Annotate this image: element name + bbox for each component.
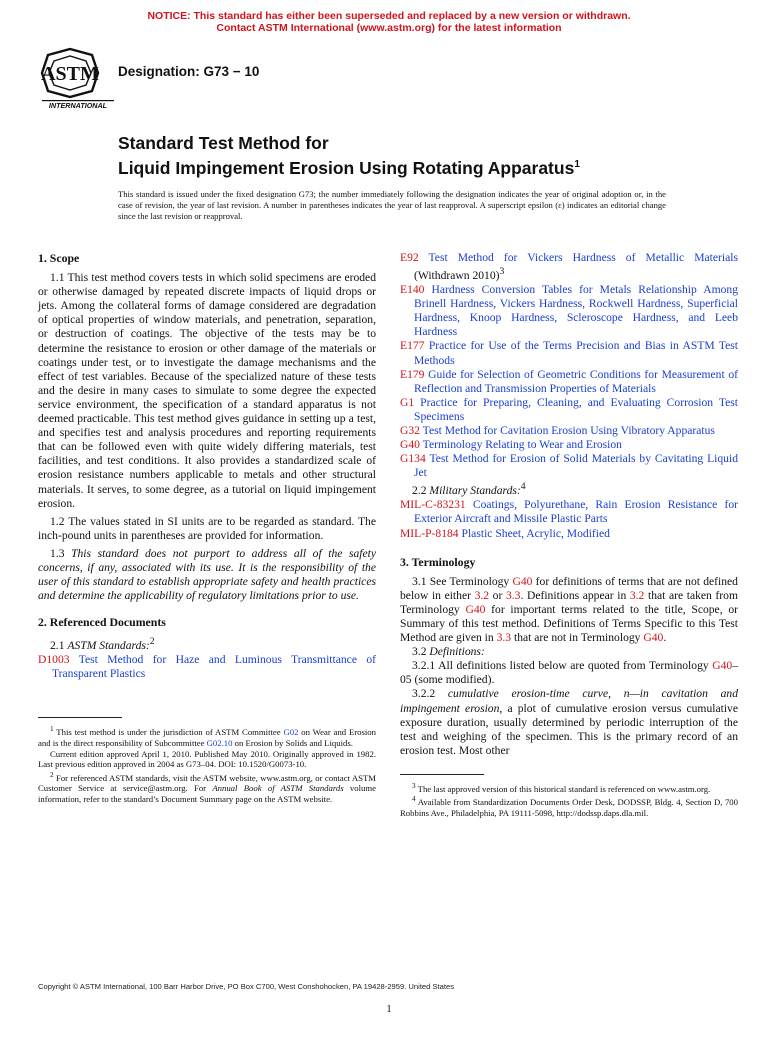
footnote-1: $^1$ This test method is under the jurisdiction of ASTM Committee G02 on Wear and Erosion and is the direct responsibility of Subcommittee G02.10 on Erosion by Solids and Liquids.	[38, 725, 376, 748]
footnote-3: $^3$ The last approved version of this historical standard is referenced on www.astm.org.	[412, 781, 711, 794]
scope-1-3: 1.3 This standard does not purport to address all of the safety concerns, if any, associated with its use. It is the responsibility of the user of this standard to establish appropriate safety and health practices and determine the applicability of regulatory limitations prior to use.	[38, 546, 376, 603]
scope-1-2: 1.2 The values stated in SI units are to be regarded as standard. The inch-pound units in parentheses are provided for information.	[38, 514, 376, 542]
ref-g40-link[interactable]: G40	[400, 438, 420, 452]
ref-g1: G1 Practice for Preparing, Cleaning, and Evaluating Corrosion Test Specimens	[400, 395, 738, 423]
page-number: 1	[386, 1003, 392, 1015]
title-line-1: Standard Test Method for	[118, 133, 329, 153]
ref-e140: E140 Hardness Conversion Tables for Metals Relationship Among Brinell Hardness, Vickers Hardness, Rockwell Hardness, Superficial Hardness, Knoop Hardness, Scleroscope Hardness, and Leeb Hardness	[400, 283, 738, 339]
footnote-rule-right	[400, 774, 484, 775]
g40-link-2[interactable]: G40	[465, 602, 486, 616]
sec-3-3-link[interactable]: 3.3	[505, 588, 521, 602]
notice-line-1: NOTICE: This standard has either been superseded and replaced by a new version or withdrawn.	[147, 10, 631, 22]
terminology-3-1: 3.1 See Terminology G40 for definitions of terms that are not defined below in either 3.2 or 3.3. Definitions appear in 3.2 that are taken from Terminology G40 for important terms related to the title, Scope, or Summary of this test method. Definitions of Terms Specific to this Test Method are given in 3.3 that are not in Terminology G40.	[400, 574, 738, 645]
astm-logo-icon	[40, 47, 116, 109]
ref-e177: E177 Practice for Use of the Terms Precision and Bias in ASTM Test Methods	[400, 339, 739, 367]
footnote-1-edition: Current edition approved April 1, 2010. Published May 2010. Originally approved in 1982. Last previous edition approved in 2004 as G73–04. DOI: 10.1520/G0073-10.	[38, 748, 376, 770]
footnote-4: $^4$ Available from Standardization Documents Order Desk, DODSSP, Bldg. 4, Section D, 700 Robbins Ave., Philadelphia, PA 19111-5098, http://dodssp.daps.dla.mil.	[400, 795, 738, 818]
section-refdocs-heading: 2. Referenced Documents	[38, 615, 166, 630]
ref-e179: E179 Guide for Selection of Geometric Conditions for Measurement of Reflection and Transmission Properties of Materials	[400, 367, 738, 395]
terminology-3-2-1: 3.2.1 All definitions listed below are quoted from Terminology G40–05 (some modified).	[400, 659, 738, 687]
ref-d1003: D1003 Test Method for Haze and Luminous Transmittance of Transparent Plastics	[38, 653, 376, 681]
scope-1-1: 1.1 This test method covers tests in which solid specimens are eroded or otherwise damaged by repeated discrete impacts of liquid drops or jets. Among the collateral forms of damage considered are degradation of optical properties of window materials, and penetration, separation, or destruction of coatings. The objective of the tests may be to determine the resistance to erosion or other damage of the materials or coatings under test, or to investigate the damage mechanisms and the effect of test variables. Because of the specialized nature of these tests and the desire in many cases to simulate to some degree the expected service environment, the specification of a standard apparatus is not deemed practicable. This test method gives guidance in setting up a test, and specifies test and analysis procedures and reporting requirements that can be followed even with quite widely differing materials, test facilities, and test conditions. It also provides a standardized scale of erosion resistance numbers applicable to metals and other structural materials. It serves, to some degree, as a tutorial on liquid impingement erosion.	[38, 271, 376, 510]
supersede-notice	[0, 10, 778, 34]
ref-d1003-link[interactable]: D1003	[38, 653, 70, 667]
ref-e140-link[interactable]: E140	[400, 283, 425, 297]
ref-mil-p-8184: MIL-P-8184 Plastic Sheet, Acrylic, Modified	[400, 526, 610, 540]
ref-g134: G134 Test Method for Erosion of Solid Materials by Cavitating Liquid Jet	[400, 452, 738, 480]
right-column	[400, 251, 738, 818]
ref-g32-link[interactable]: G32	[400, 423, 420, 437]
title-line-2: Liquid Impingement Erosion Using Rotating Apparatus$^1$	[118, 158, 580, 178]
astm-logo	[40, 47, 116, 109]
ref-e92: E92 Test Method for Vickers Hardness of Metallic Materials (Withdrawn 2010)$^3$	[400, 251, 738, 282]
ref-g134-link[interactable]: G134	[400, 452, 426, 466]
issuance-note: This standard is issued under the fixed designation G73; the number immediately following the designation indicates the year of original adoption or, in the case of revision, the year of last revision. A number in parentheses indicates the year of last reapproval. A superscript epsilon (ε) indicates an editorial change since the last revision or reapproval.	[118, 189, 666, 222]
ref-e177-link[interactable]: E177	[400, 339, 425, 353]
terminology-3-2: 3.2 Definitions:	[412, 645, 485, 659]
section-terminology-heading: 3. Terminology	[400, 554, 476, 569]
sec-3-2-link-2[interactable]: 3.2	[629, 588, 645, 602]
logo-caption: INTERNATIONAL	[48, 101, 108, 109]
notice-line-2: Contact ASTM International (www.astm.org) for the latest information	[216, 22, 562, 34]
ref-e92-link[interactable]: E92	[400, 251, 419, 264]
ref-mil-p-8184-link[interactable]: MIL-P-8184	[400, 526, 459, 540]
copyright-footer: Copyright © ASTM International, 100 Barr Harbor Drive, PO Box C700, West Conshohocken, PA 19428-2959. United States	[38, 982, 455, 991]
footnote-rule	[38, 717, 122, 718]
footnote-2: $^2$ For referenced ASTM standards, visit the ASTM website, www.astm.org, or contact ASTM Customer Service at service@astm.org. For Annual Book of ASTM Standards volume information, refer to the standard’s Document Summary page on the ASTM website.	[38, 770, 376, 804]
ref-mil-c-83231-link[interactable]: MIL-C-83231	[400, 498, 466, 512]
g40-link-3[interactable]: G40	[643, 631, 664, 645]
committee-g02-link[interactable]: G02	[283, 727, 299, 738]
ref-g1-link[interactable]: G1	[400, 395, 415, 409]
left-column	[38, 251, 376, 804]
astm-standards-label: 2.1 ASTM Standards:$^2$	[50, 636, 155, 653]
g40-link-4[interactable]: G40	[712, 659, 733, 673]
ref-g40: G40 Terminology Relating to Wear and Erosion	[400, 438, 622, 452]
ref-mil-c-83231: MIL-C-83231 Coatings, Polyurethane, Rain Erosion Resistance for Exterior Aircraft and Missile Plastic Parts	[400, 498, 738, 526]
sec-3-2-link[interactable]: 3.2	[474, 588, 490, 602]
military-standards-label: 2.2 Military Standards:$^4$	[412, 481, 526, 498]
terminology-3-2-2: 3.2.2 cumulative erosion-time curve, n—in cavitation and impingement erosion, a plot of cumulative erosion versus cumulative exposure duration, usually determined by periodic interruption of the test and weighing of the specimen. This is the primary record of an erosion test. Most other	[400, 687, 738, 757]
designation: Designation: G73 − 10	[118, 64, 260, 79]
document-title	[118, 133, 738, 179]
subcommittee-g0210-link[interactable]: G02.10	[206, 737, 233, 748]
title-footnote-ref[interactable]: 1	[574, 159, 580, 170]
ref-e179-link[interactable]: E179	[400, 367, 425, 381]
sec-3-3-link-2[interactable]: 3.3	[496, 631, 512, 645]
g40-link[interactable]: G40	[512, 574, 533, 588]
section-scope-heading: 1. Scope	[38, 251, 80, 265]
logo-letters: ASTM	[41, 63, 99, 85]
ref-g32: G32 Test Method for Cavitation Erosion Using Vibratory Apparatus	[400, 423, 715, 437]
